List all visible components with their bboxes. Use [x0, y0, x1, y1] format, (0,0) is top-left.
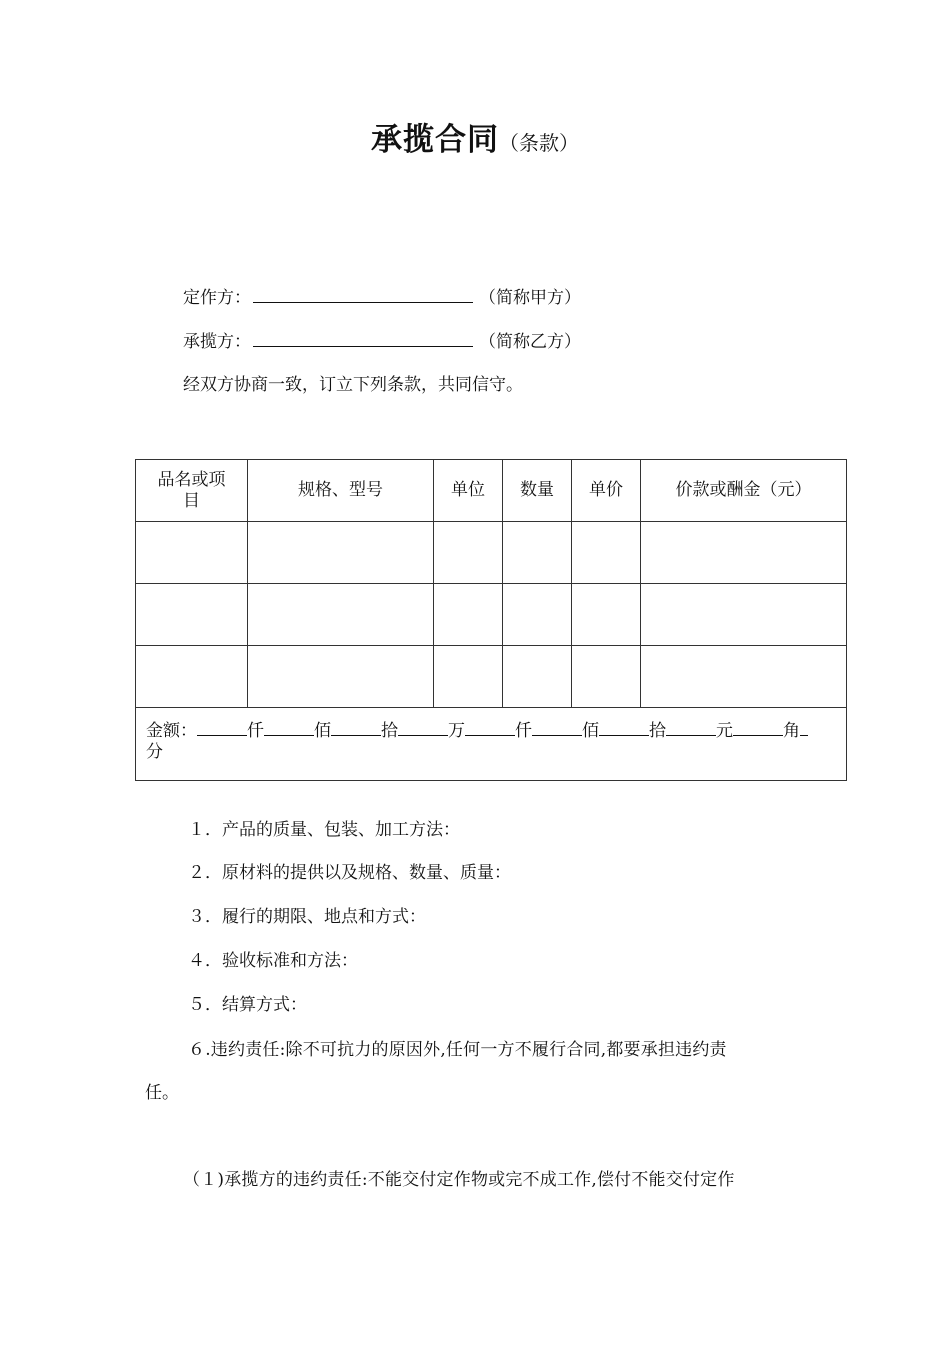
amount-blank[interactable] [398, 718, 448, 736]
amount-row [136, 708, 847, 781]
contractor-party-blank[interactable] [253, 329, 473, 347]
contractor-party-line [183, 329, 581, 354]
title-main: 承揽合同 [371, 122, 499, 158]
amount-unit: 仟 [247, 721, 264, 741]
intro-text: 经双方协商一致，订立下列条款，共同信守。 [183, 375, 523, 395]
table-cell[interactable] [434, 522, 503, 584]
clause-6-line-2: 任。 [145, 1083, 179, 1103]
title-sub: （条款） [499, 131, 579, 155]
ordering-party-line [183, 285, 581, 310]
amount-blank[interactable] [197, 718, 247, 736]
amount-unit: 拾 [649, 721, 666, 741]
table-cell[interactable] [248, 584, 434, 646]
amount-blank[interactable] [465, 718, 515, 736]
amount-unit: 元 [716, 721, 733, 741]
amount-unit: 佰 [314, 721, 331, 741]
header-unit: 单位 [434, 460, 503, 522]
ordering-party-note: （简称甲方） [479, 288, 581, 308]
table-cell[interactable] [572, 584, 641, 646]
ordering-party-label: 定作方： [183, 288, 251, 308]
contractor-party-label: 承揽方： [183, 332, 251, 352]
table-cell[interactable] [434, 646, 503, 708]
header-item-name: 品名或项目 [136, 460, 248, 522]
table-cell[interactable] [136, 522, 248, 584]
table-row [136, 584, 847, 646]
goods-table [135, 459, 847, 781]
clause-2: ２．原材料的提供以及规格、数量、质量： [188, 863, 511, 883]
amount-unit: 拾 [381, 721, 398, 741]
table-cell[interactable] [248, 522, 434, 584]
table-cell[interactable] [572, 646, 641, 708]
table-cell[interactable] [503, 522, 572, 584]
table-cell[interactable] [641, 584, 847, 646]
ordering-party-blank[interactable] [253, 285, 473, 303]
contractor-party-note: （简称乙方） [479, 332, 581, 352]
amount-blank[interactable] [264, 718, 314, 736]
table-cell[interactable] [136, 646, 248, 708]
document-title [0, 118, 950, 167]
amount-blank[interactable] [666, 718, 716, 736]
header-price: 价款或酬金（元） [641, 460, 847, 522]
table-cell[interactable] [572, 522, 641, 584]
table-cell[interactable] [434, 584, 503, 646]
table-row [136, 522, 847, 584]
amount-unit: 角 [783, 721, 800, 741]
table-cell[interactable] [641, 646, 847, 708]
table-cell[interactable] [136, 584, 248, 646]
table-cell[interactable] [503, 646, 572, 708]
table-header-row [136, 460, 847, 522]
clause-4: ４．验收标准和方法： [188, 951, 358, 971]
amount-blank[interactable] [800, 718, 808, 736]
amount-unit: 万 [448, 721, 465, 741]
amount-label: 金额： [146, 721, 197, 741]
table-cell[interactable] [641, 522, 847, 584]
clause-6-line-1: ６.违约责任:除不可抗力的原因外,任何一方不履行合同,都要承担违约责 [188, 1040, 727, 1060]
amount-unit-fen: 分 [146, 742, 163, 762]
header-spec: 规格、型号 [248, 460, 434, 522]
amount-blank[interactable] [733, 718, 783, 736]
clause-5: ５．结算方式： [188, 995, 307, 1015]
amount-unit: 仟 [515, 721, 532, 741]
table-cell[interactable] [503, 584, 572, 646]
amount-blank[interactable] [599, 718, 649, 736]
amount-blank[interactable] [331, 718, 381, 736]
header-quantity: 数量 [503, 460, 572, 522]
clause-6-1: （１)承揽方的违约责任:不能交付定作物或完不成工作,偿付不能交付定作 [183, 1170, 735, 1190]
amount-cell [136, 708, 847, 781]
amount-blank[interactable] [532, 718, 582, 736]
clause-3: ３．履行的期限、地点和方式： [188, 907, 426, 927]
amount-unit: 佰 [582, 721, 599, 741]
table-cell[interactable] [248, 646, 434, 708]
header-unit-price: 单价 [572, 460, 641, 522]
clause-1: １．产品的质量、包装、加工方法： [188, 820, 460, 840]
table-row [136, 646, 847, 708]
